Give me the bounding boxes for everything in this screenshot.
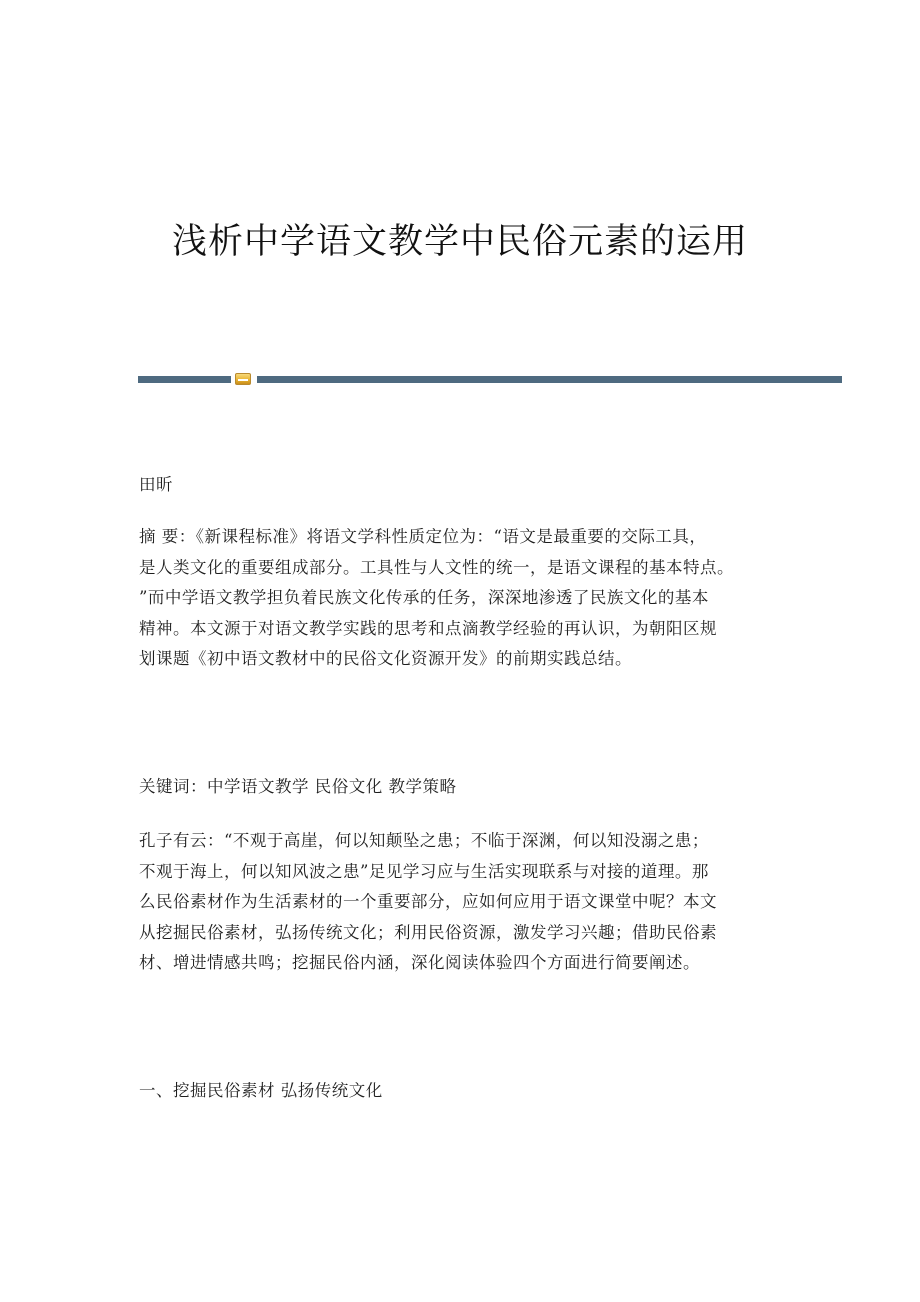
divider-bar-right — [257, 376, 842, 383]
keywords-line: 关键词：中学语文教学 民俗文化 教学策略 — [139, 777, 457, 796]
intro-line: 从挖掘民俗素材，弘扬传统文化；利用民俗资源，激发学习兴趣；借助民俗素 — [139, 922, 717, 942]
intro-line: 么民俗素材作为生活素材的一个重要部分，应如何应用于语文课堂中呢？本文 — [139, 892, 717, 911]
divider-ornament-icon — [235, 373, 251, 385]
abstract-line: 精神。本文源于对语文教学实践的思考和点滴教学经验的再认识，为朝阳区规 — [139, 618, 717, 638]
author-name: 田昕 — [139, 475, 173, 494]
intro-line: 孔子有云：“不观于高崖，何以知颠坠之患；不临于深渊，何以知没溺之患； — [139, 831, 709, 850]
abstract-line: 划课题《初中语文教材中的民俗文化资源开发》的前期实践总结。 — [139, 649, 632, 668]
intro-paragraph — [139, 826, 789, 979]
abstract-line: 是人类文化的重要组成部分。工具性与人文性的统一，是语文课程的基本特点。 — [139, 557, 734, 577]
abstract-line: ”而中学语文教学担负着民族文化传承的任务，深深地渗透了民族文化的基本 — [139, 588, 709, 607]
intro-line: 不观于海上，何以知风波之患”足见学习应与生活实现联系与对接的道理。那 — [139, 861, 709, 881]
page-title: 浅析中学语文教学中民俗元素的运用 — [171, 222, 748, 262]
abstract-paragraph — [139, 522, 789, 675]
section-heading: 一、挖掘民俗素材 弘扬传统文化 — [139, 1081, 383, 1100]
intro-line: 材、增进情感共鸣；挖掘民俗内涵，深化阅读体验四个方面进行简要阐述。 — [139, 953, 700, 972]
divider-bar-left — [138, 376, 231, 383]
abstract-line: 摘 要：《新课程标准》将语文学科性质定位为：“语文是最重要的交际工具， — [139, 527, 707, 546]
title-divider — [138, 372, 842, 386]
